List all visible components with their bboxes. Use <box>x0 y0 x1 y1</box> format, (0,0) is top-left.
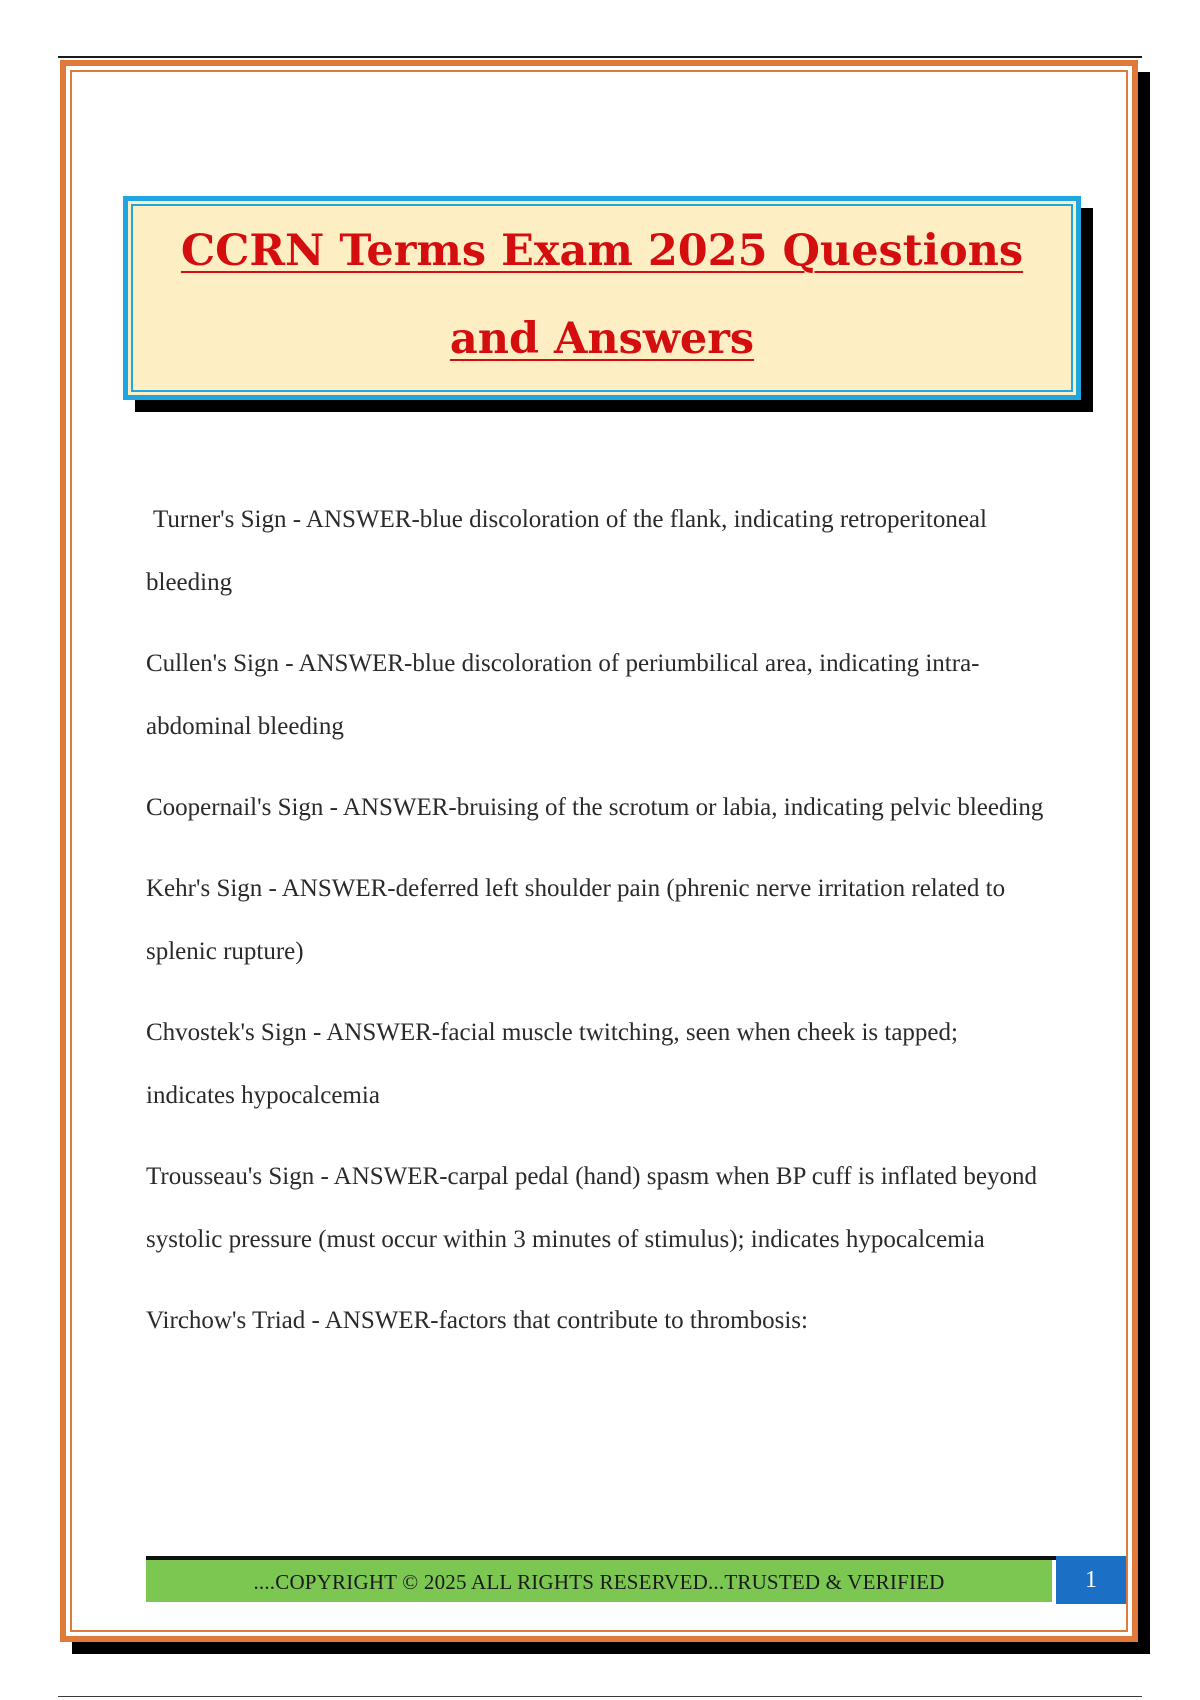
qa-entry-virchows-triad: Virchow's Triad - ANSWER-factors that contribute to thrombosis: <box>146 1307 808 1334</box>
title-box <box>123 196 1081 400</box>
qa-content <box>146 488 1051 1370</box>
document-title: CCRN Terms Exam 2025 Questions and Answers <box>180 226 1024 364</box>
top-rule <box>58 56 1142 58</box>
qa-entry-kehrs-sign: Kehr's Sign - ANSWER-deferred left shoulder pain (phrenic nerve irritation related to splenic rupture) <box>146 875 1006 965</box>
qa-entry-cullens-sign: Cullen's Sign - ANSWER-blue discoloration of periumbilical area, indicating intra-abdominal bleeding <box>146 650 980 740</box>
footer-copyright: ....COPYRIGHT © 2025 ALL RIGHTS RESERVED...TRUSTED & VERIFIED <box>146 1560 1052 1602</box>
qa-entry-trousseaus-sign: Trousseau's Sign - ANSWER-carpal pedal (hand) spasm when BP cuff is inflated beyond systolic pressure (must occur within 3 minutes of stimulus); indicates hypocalcemia <box>146 1163 1037 1253</box>
page-number-badge: 1 <box>1056 1556 1126 1604</box>
qa-entry-turners-sign: Turner's Sign - ANSWER-blue discoloration of the flank, indicating retroperitoneal bleeding <box>146 506 987 596</box>
bottom-rule <box>58 1696 1142 1697</box>
qa-entry-chvosteks-sign: Chvostek's Sign - ANSWER-facial muscle twitching, seen when cheek is tapped; indicates hypocalcemia <box>146 1019 958 1109</box>
qa-entry-coopernails-sign: Coopernail's Sign - ANSWER-bruising of the scrotum or labia, indicating pelvic bleeding <box>146 794 1044 821</box>
